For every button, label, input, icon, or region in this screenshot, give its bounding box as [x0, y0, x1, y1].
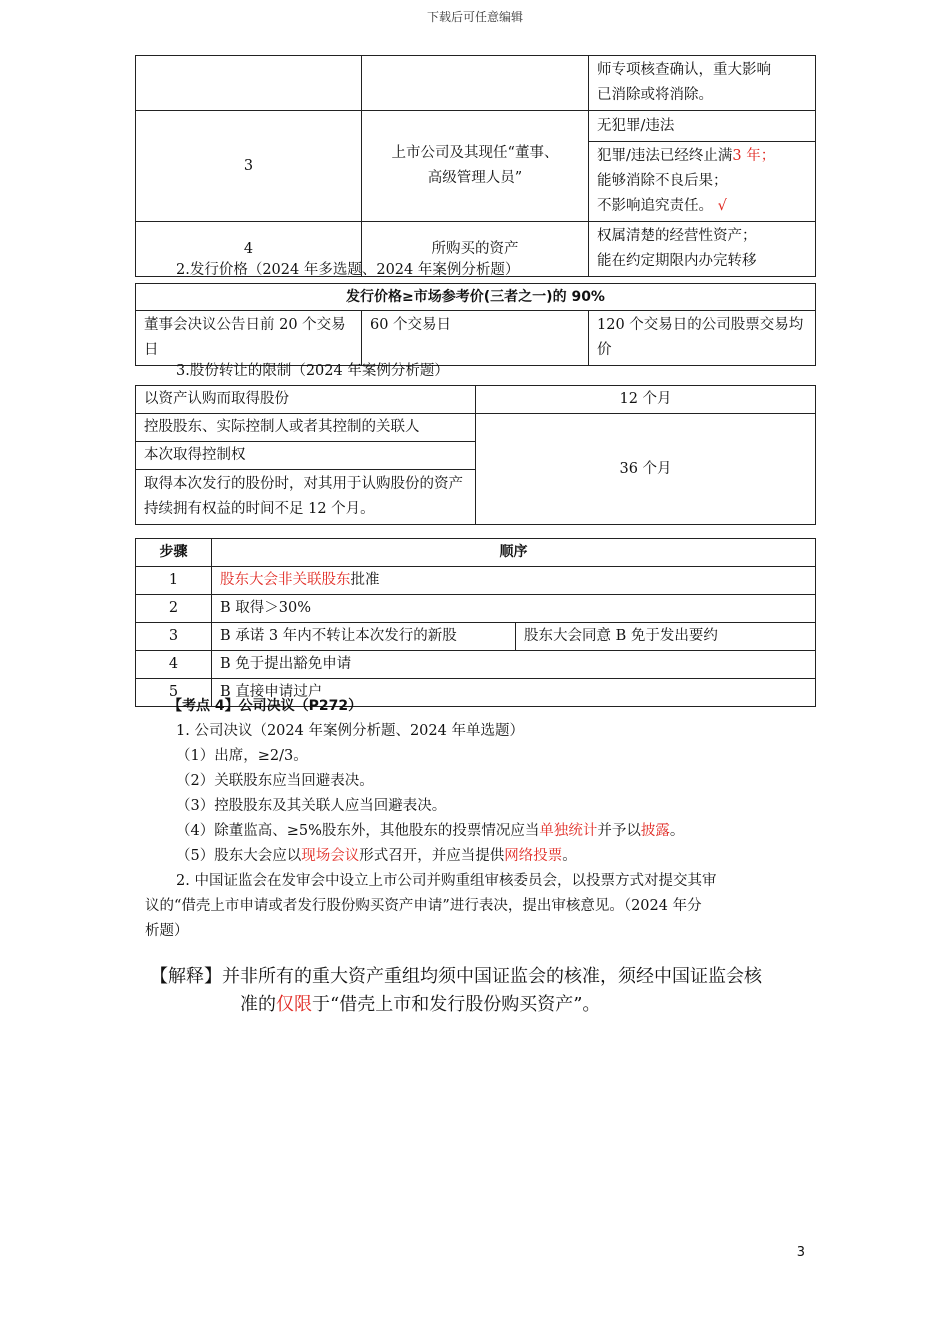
price-cell: 120 个交易日的公司股票交易均价	[589, 311, 816, 366]
point4-title: 【考点 4】公司决议（P272）	[168, 698, 363, 714]
transfer-table	[135, 385, 816, 525]
transfer-row: 控股股东、实际控制人或者其控制的关联人	[136, 414, 476, 442]
price-cell: 60 个交易日	[362, 311, 589, 366]
step-text: 股东大会非关联股东批准	[212, 567, 816, 595]
step-number: 5	[136, 679, 212, 707]
step-text: B 免于提出豁免申请	[212, 651, 816, 679]
row-number: 4	[136, 222, 362, 277]
row-number: 3	[136, 111, 362, 222]
check-mark-icon: √	[717, 198, 727, 214]
transfer-row: 取得本次发行的股份时，对其用于认购股份的资产持续拥有权益的时间不足 12 个月。	[136, 470, 476, 525]
step-text: B 取得＞30%	[212, 595, 816, 623]
subject-cell: 上市公司及其现任“董事、 高级管理人员”	[362, 111, 589, 222]
point4-line: （3）控股股东及其关联人应当回避表决。	[176, 798, 447, 814]
page-header: 下载后可任意编辑	[426, 10, 523, 24]
explanation-line: 准的仅限于“借壳上市和发行股份购买资产”。	[240, 994, 601, 1015]
price-table	[135, 283, 816, 366]
point4-line: 1. 公司决议（2024 年案例分析题、2024 年单选题）	[176, 723, 524, 739]
page-number: 3	[796, 1245, 805, 1260]
step-text: B 直接申请过户	[212, 679, 816, 707]
price-table-header: 发行价格≥市场参考价(三者之一)的 90%	[136, 284, 816, 311]
conditions-table	[135, 55, 816, 277]
section-title-price: 2.发行价格（2024 年多选题、2024 年案例分析题）	[176, 262, 520, 278]
point4-paragraph: 2. 中国证监会在发审会中设立上市公司并购重组审核委员会，以投票方式对提交其审	[176, 873, 717, 889]
step-number: 1	[136, 567, 212, 595]
asset-cell: 权属清楚的经营性资产； 能在约定期限内办完转移	[589, 222, 816, 277]
point4-paragraph: 析题）	[145, 923, 189, 939]
point4-line: （2）关联股东应当回避表决。	[176, 773, 374, 789]
price-cell: 董事会决议公告日前 20 个交易日	[136, 311, 362, 366]
step-number: 4	[136, 651, 212, 679]
point4-paragraph: 议的“借壳上市申请或者发行股份购买资产申请”进行表决，提出审核意见。（2024 年分	[145, 898, 702, 914]
cell-confirm: 师专项核查确认，重大影响 已消除或将消除。	[589, 56, 816, 111]
period-12: 12 个月	[476, 386, 816, 414]
step-text: B 承诺 3 年内不转让本次发行的新股	[212, 623, 516, 651]
period-36: 36 个月	[476, 414, 816, 525]
step-text: 股东大会同意 B 免于发出要约	[516, 623, 816, 651]
transfer-row: 本次取得控制权	[136, 442, 476, 470]
crime-terminated-cell: 犯罪/违法已经终止满3 年； 能够消除不良后果； 不影响追究责任。 √	[589, 142, 816, 222]
point4-line: （4）除董监高、≥5%股东外，其他股东的投票情况应当单独统计并予以披露。	[176, 823, 685, 839]
point4-line: （1）出席，≥2/3。	[176, 748, 308, 764]
point4-line: （5）股东大会应以现场会议形式召开，并应当提供网络投票。	[176, 848, 577, 864]
order-header: 顺序	[212, 539, 816, 567]
step-number: 3	[136, 623, 212, 651]
steps-table	[135, 538, 816, 707]
no-crime-cell: 无犯罪/违法	[589, 111, 816, 142]
step-number: 2	[136, 595, 212, 623]
transfer-row: 以资产认购而取得股份	[136, 386, 476, 414]
section-title-transfer: 3.股份转让的限制（2024 年案例分析题）	[176, 363, 449, 379]
steps-header: 步骤	[136, 539, 212, 567]
subject-cell: 所购买的资产	[362, 222, 589, 277]
explanation-line: 【解释】并非所有的重大资产重组均须中国证监会的核准，须经中国证监会核	[150, 966, 762, 987]
